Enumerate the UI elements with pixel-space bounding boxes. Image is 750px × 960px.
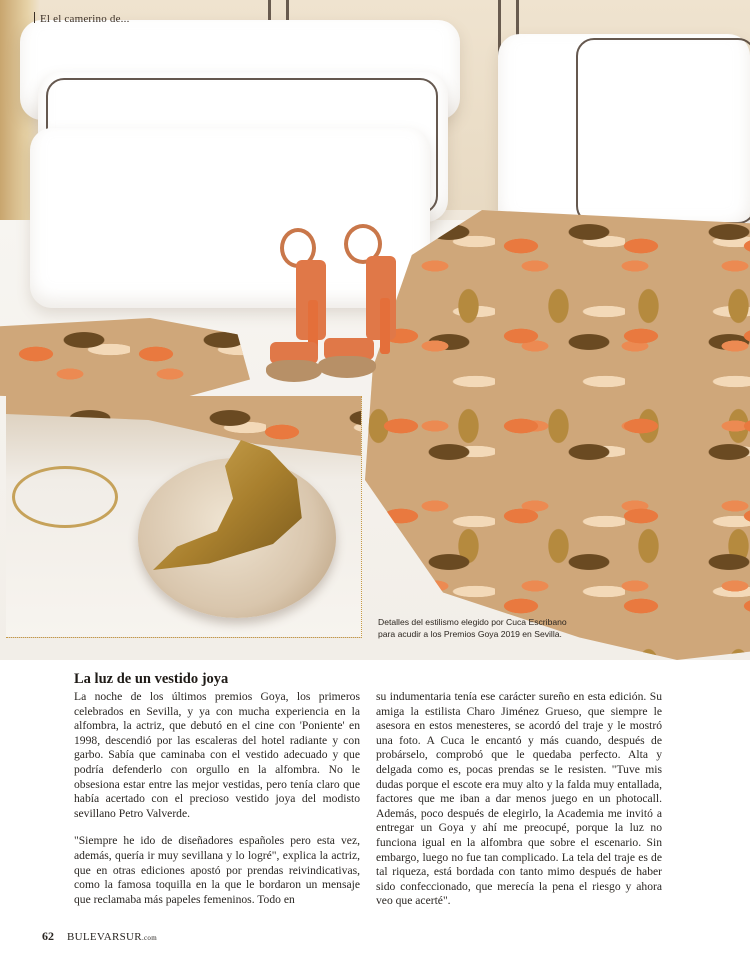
- dress-fabric-detail: [6, 396, 362, 456]
- article-title: La luz de un vestido joya: [74, 671, 229, 687]
- paragraph: su indumentaria tenía ese carácter sureño en esta edición. Su amiga la estilista Charo Jiménez Grueso, que siempre le asesora en estos menesteres, se acordó del traje y le mostró una foto. A Cuca le encantó y más cuando, después de probárselo, comprobó que le quedaba perfecto. Alta y delgada como es, pocas prendas se le resisten. "Tuve mis dudas porque el escote era muy alto y la falda muy entallada, factores que me iban a dar menos juego en un photocall. Además, poco después de elegirlo, la Academia me invitó a entregar un Goya y ahí me preocupé, porque la luz no funciona igual en la alfombra que sobre el escenario. Sin embargo, luego no fue tan complicado. La tela del traje es de tal riqueza, está bordada con tanto mimo después de haber sido confeccionado, que merecía la pena el riesgo y ahora veo que acerté".: [376, 690, 662, 908]
- page-footer: [42, 929, 157, 944]
- paragraph: "Siempre he ido de diseñadores españoles pero esta vez, además, quería ir muy sevillana y lo logré", explica la actriz, que en otras ediciones apostó por prendas reivindicativas, como la famosa toquilla en la que le bordaron un mensaje que reclamaba más papeles femeninos. Todo en: [74, 834, 360, 906]
- section-divider: [34, 12, 35, 23]
- paragraph: La noche de los últimos premios Goya, los primeros celebrados en Sevilla, y ya con mucha experiencia en la alfombra, la actriz, que debutó en el cine con 'Poniente' en 1998, descendió por las escaleras del hotel radiante y con garbo. Sabía que caminaba con el vestido adecuado y que podría defenderlo con orgullo en la alfombra. No le obsesiona estar entre las mejor vestidas, pero tenía claro que había acertado con el precioso vestido joya del modisto sevillano Petro Valverde.: [74, 690, 360, 820]
- brand-logo: BULEVARSUR.com: [67, 931, 157, 943]
- dress-sleeve: [0, 318, 250, 400]
- sandal-right: [318, 214, 408, 384]
- photo-caption: Detalles del estilismo elegido por Cuca Escribano para acudir a los Premios Goya 2019 en Sevilla.: [378, 617, 567, 639]
- clutch-ring-handle: [12, 466, 118, 528]
- article-column-right: [376, 690, 662, 909]
- page-number: 62: [42, 929, 54, 943]
- article-column-left: [74, 690, 360, 907]
- pillow: [498, 34, 750, 234]
- section-label: El el camerino de...: [34, 12, 130, 25]
